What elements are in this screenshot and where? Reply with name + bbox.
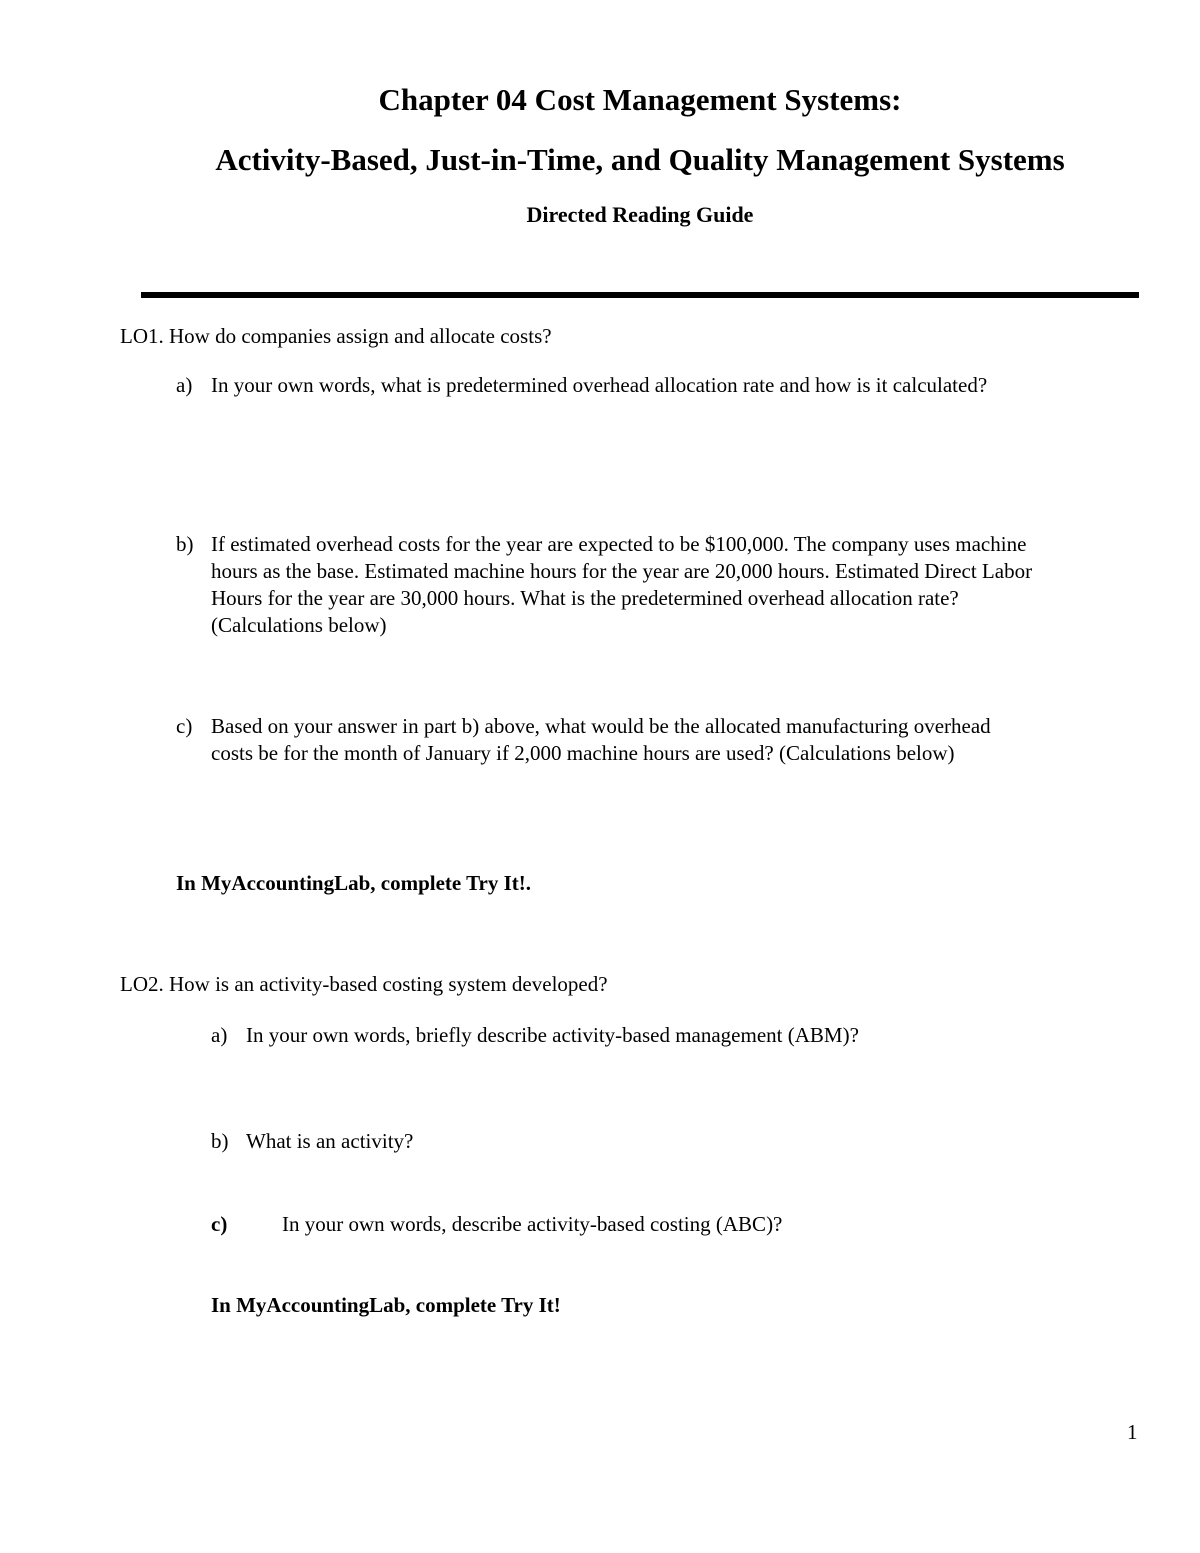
lo2-item-b-text: What is an activity? xyxy=(246,1129,414,1153)
lo1-item-b-marker: b) xyxy=(176,532,194,556)
lo2-item-c-text: In your own words, describe activity-based costing (ABC)? xyxy=(282,1212,783,1236)
lo1-item-a-marker: a) xyxy=(176,373,193,397)
lo2-item-a-text: In your own words, briefly describe activity-based management (ABM)? xyxy=(246,1023,859,1047)
lo2-item-a-marker: a) xyxy=(211,1023,228,1047)
lo2-lab-note: In MyAccountingLab, complete Try It! xyxy=(211,1293,561,1317)
lo1-item-a-text: In your own words, what is predetermined overhead allocation rate and how is it calculated? xyxy=(211,373,988,397)
lo2-heading: LO2. How is an activity-based costing system developed? xyxy=(120,972,608,996)
lo1-item-b-line-1: If estimated overhead costs for the year are expected to be $100,000. The company uses machine xyxy=(211,532,1027,556)
document-title-line-2: Activity-Based, Just-in-Time, and Quality Management Systems xyxy=(215,142,1065,177)
lo1-heading: LO1. How do companies assign and allocate costs? xyxy=(120,324,552,348)
lo1-item-b-line-4: (Calculations below) xyxy=(211,613,387,637)
lo1-item-c-marker: c) xyxy=(176,714,193,738)
lo1-item-c-line-2: costs be for the month of January if 2,000 machine hours are used? (Calculations below) xyxy=(211,741,955,765)
lo1-item-b-line-2: hours as the base. Estimated machine hours for the year are 20,000 hours. Estimated Direct Labor xyxy=(211,559,1033,583)
lo1-item-c-line-1: Based on your answer in part b) above, what would be the allocated manufacturing overhead xyxy=(211,714,991,738)
lo2-item-c-marker: c) xyxy=(211,1212,228,1236)
lo1-lab-note: In MyAccountingLab, complete Try It!. xyxy=(176,871,532,895)
page-number: 1 xyxy=(1127,1420,1138,1444)
document-subtitle: Directed Reading Guide xyxy=(526,202,754,227)
lo1-item-b-line-3: Hours for the year are 30,000 hours. What is the predetermined overhead allocation rate? xyxy=(211,586,959,610)
lo2-item-b-marker: b) xyxy=(211,1129,229,1153)
document-title-line-1: Chapter 04 Cost Management Systems: xyxy=(378,82,902,117)
header-divider xyxy=(141,292,1139,298)
